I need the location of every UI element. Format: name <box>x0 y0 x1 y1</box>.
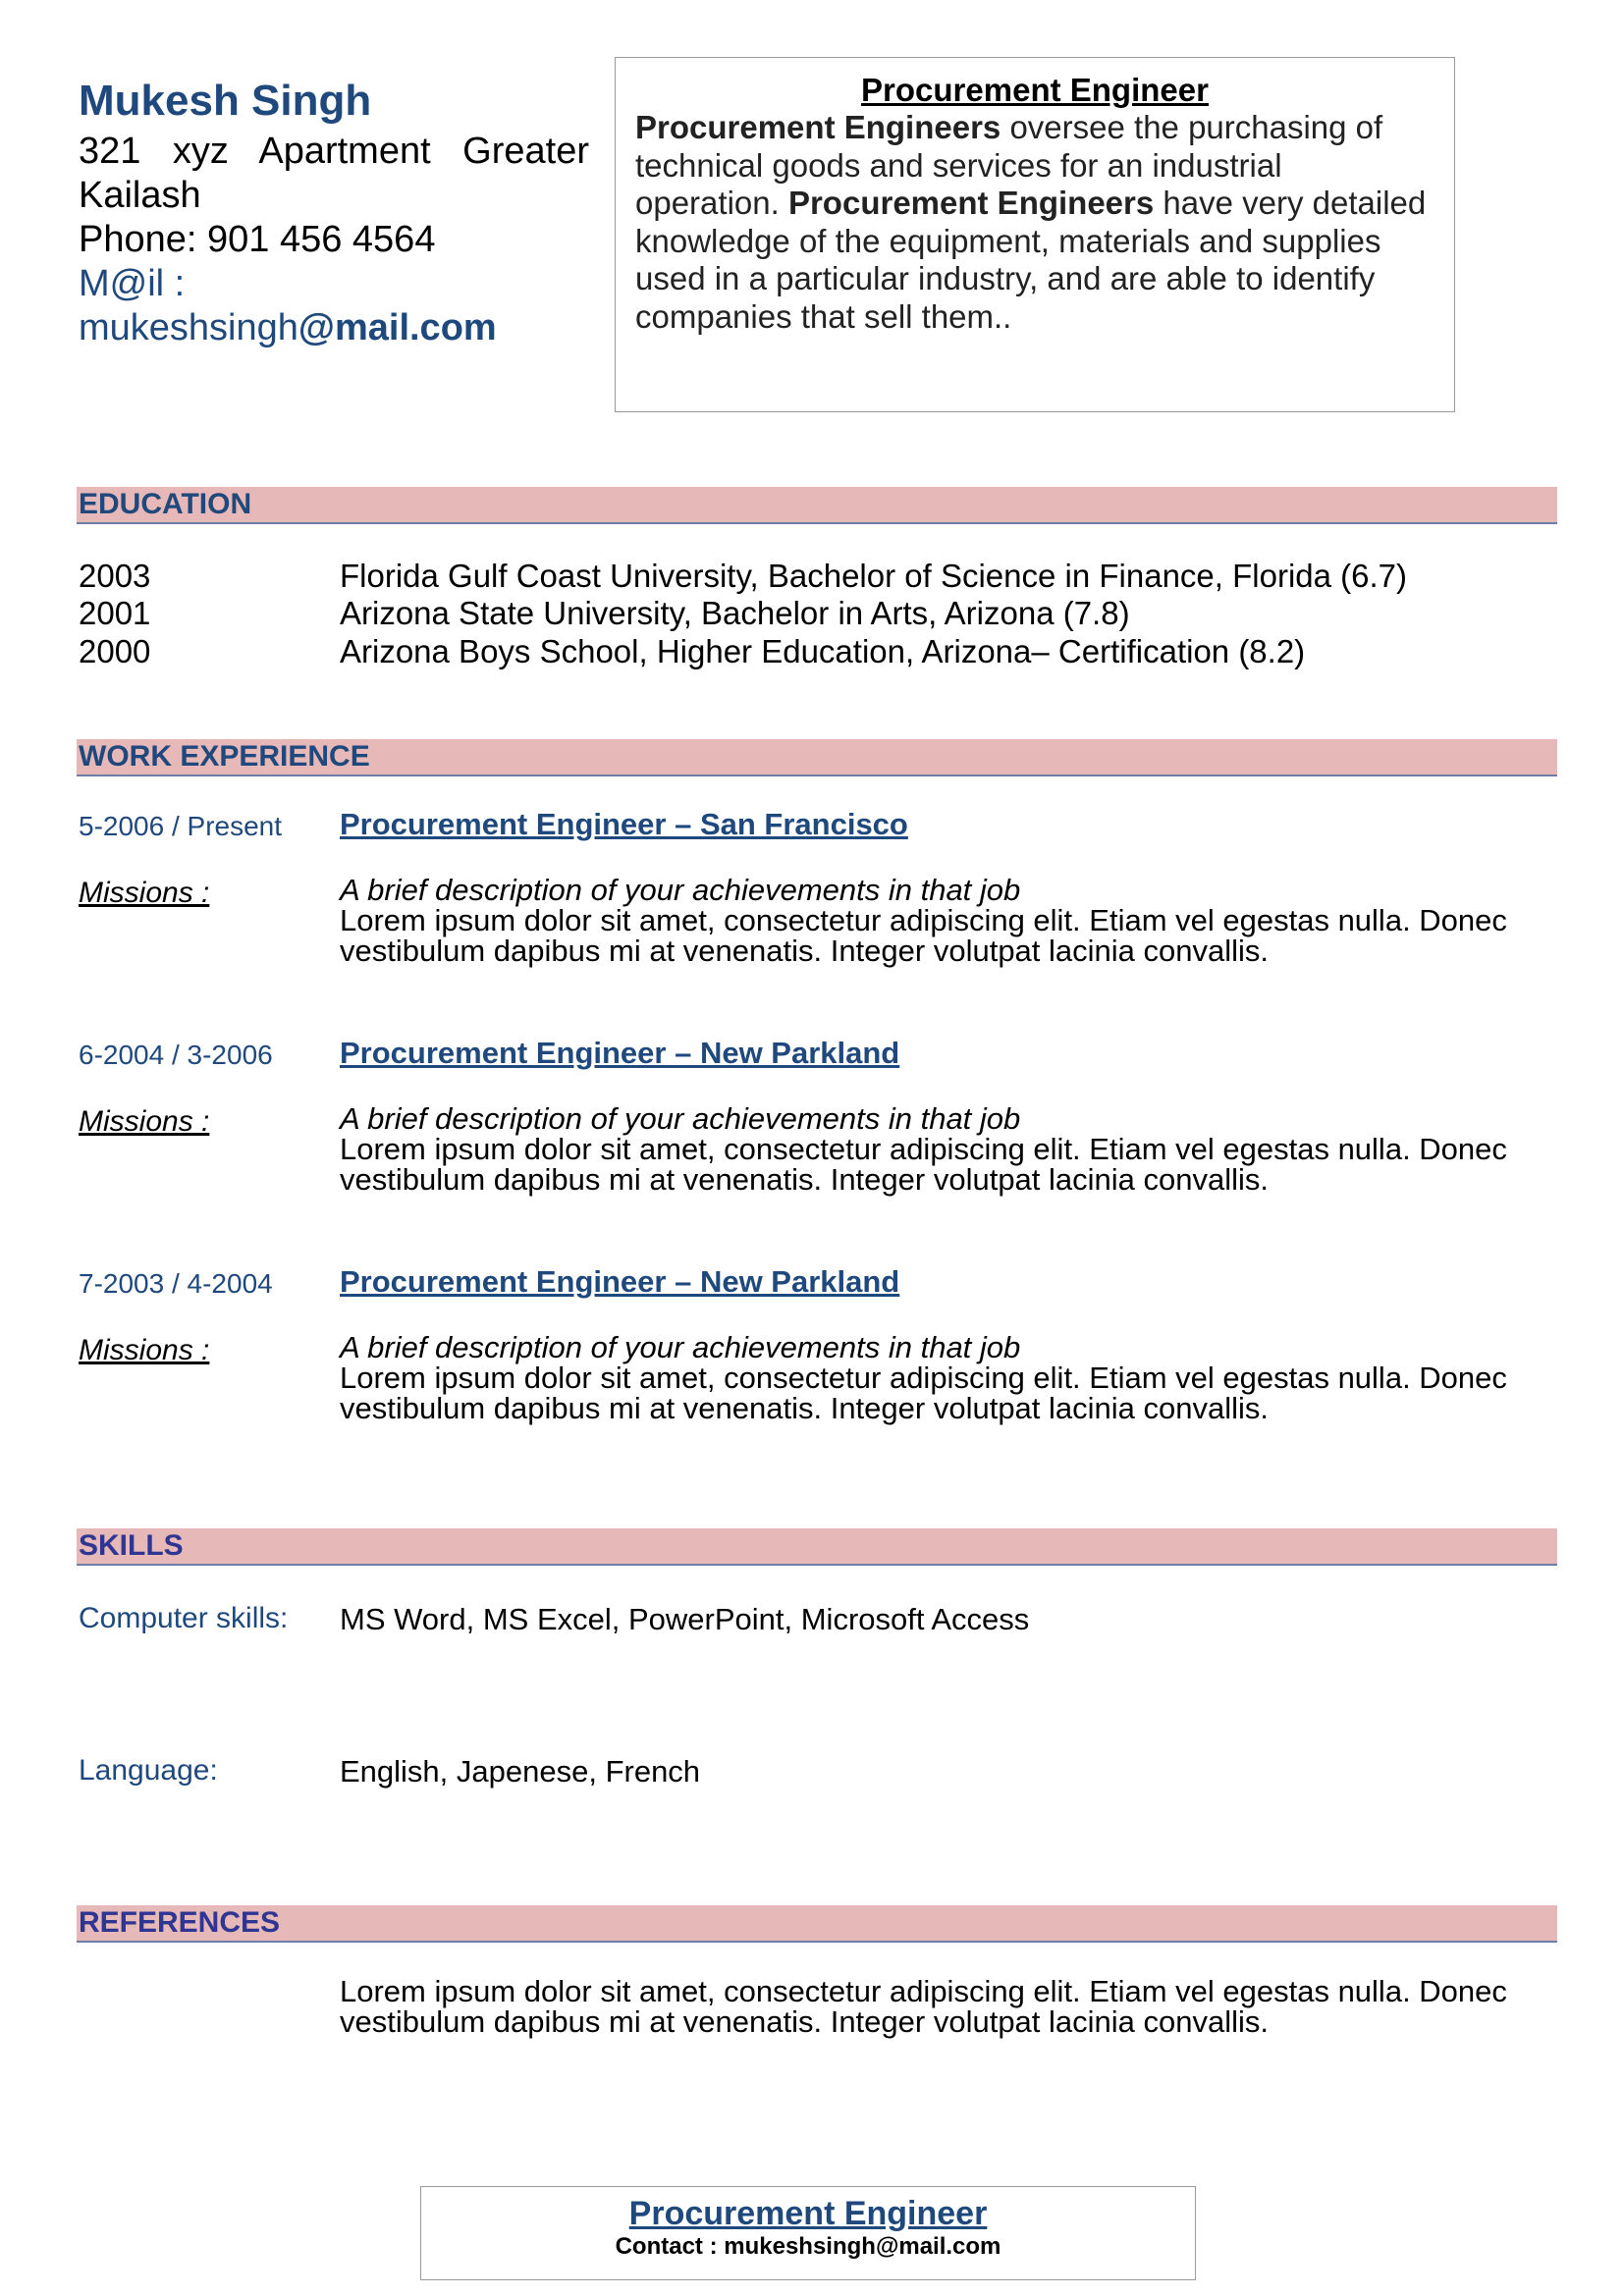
computer-skills-label: Computer skills: <box>79 1602 289 1634</box>
summary-text-2: have very detailed knowledge of the equipment, materials and supplies used in a particular industry, and are able to identify companies that sell them.. <box>635 185 1427 335</box>
summary-text-1: oversee the purchasing of technical goods and services for an industrial operation. <box>635 109 1383 221</box>
job-lead: A brief description of your achievements in that job <box>340 1330 1021 1364</box>
education-text: Florida Gulf Coast University, Bachelor of Science in Finance, Florida (6.7) <box>340 558 1408 594</box>
job-title-link[interactable]: Procurement Engineer – San Francisco <box>340 807 908 841</box>
section-title: WORK EXPERIENCE <box>79 740 370 773</box>
job-lead: A brief description of your achievements in that job <box>340 1101 1021 1136</box>
missions-label: Missions : <box>79 1334 210 1366</box>
summary-text <box>635 109 1434 336</box>
section-header-skills <box>77 1528 1557 1566</box>
section-header-education <box>77 487 1557 524</box>
education-text: Arizona State University, Bachelor in Arts, Arizona (7.8) <box>340 595 1130 631</box>
job-description <box>340 1332 1577 1423</box>
job-date: 7-2003 / 4-2004 <box>79 1268 273 1299</box>
section-title: REFERENCES <box>79 1906 281 1939</box>
job-desc-text: Lorem ipsum dolor sit amet, consectetur adipiscing elit. Etiam vel egestas nulla. Donec vestibulum dapibus mi at venenatis. Integer volutpat lacinia convallis. <box>340 903 1507 968</box>
job-title-link[interactable]: Procurement Engineer – New Parkland <box>340 1036 900 1070</box>
job-lead: A brief description of your achievements in that job <box>340 873 1021 907</box>
education-text: Arizona Boys School, Higher Education, Arizona– Certification (8.2) <box>340 633 1306 669</box>
mail-label: M@il : <box>79 263 186 304</box>
summary-box <box>615 57 1455 412</box>
job-description <box>340 1103 1577 1195</box>
job-date: 6-2004 / 3-2006 <box>79 1040 273 1070</box>
language-value: English, Japenese, French <box>340 1754 701 1789</box>
computer-skills-value: MS Word, MS Excel, PowerPoint, Microsoft Access <box>340 1602 1030 1636</box>
summary-bold-1: Procurement Engineers <box>635 109 1001 145</box>
section-title: EDUCATION <box>79 488 252 520</box>
email-user: mukeshsingh <box>79 307 298 348</box>
section-header-references <box>77 1905 1557 1943</box>
address-line-1: 321 xyz Apartment Greater <box>79 131 589 172</box>
job-date: 5-2006 / Present <box>79 811 283 841</box>
job-title-link[interactable]: Procurement Engineer – New Parkland <box>340 1264 900 1299</box>
section-header-work-experience <box>77 739 1557 776</box>
footer-box <box>420 2186 1196 2280</box>
candidate-name: Mukesh Singh <box>79 77 372 125</box>
section-title: SKILLS <box>79 1529 184 1562</box>
missions-label: Missions : <box>79 877 210 909</box>
address-line-2: Kailash <box>79 175 201 216</box>
footer-contact: Contact : mukeshsingh@mail.com <box>615 2233 1001 2260</box>
language-label: Language: <box>79 1754 218 1787</box>
email-address[interactable] <box>79 306 497 349</box>
footer-title[interactable]: Procurement Engineer <box>628 2195 988 2232</box>
job-desc-text: Lorem ipsum dolor sit amet, consectetur adipiscing elit. Etiam vel egestas nulla. Donec vestibulum dapibus mi at venenatis. Integer volutpat lacinia convallis. <box>340 1132 1507 1197</box>
job-description <box>340 875 1577 966</box>
summary-bold-2: Procurement Engineers <box>787 185 1155 221</box>
references-text: Lorem ipsum dolor sit amet, consectetur adipiscing elit. Etiam vel egestas nulla. Donec vestibulum dapibus mi at venenatis. Integer volutpat lacinia convallis. <box>340 1974 1507 2039</box>
phone-number: Phone: 901 456 4564 <box>79 219 436 260</box>
education-year: 2000 <box>79 633 151 669</box>
email-domain: @mail.com <box>298 307 497 348</box>
education-year: 2003 <box>79 558 151 594</box>
job-desc-text: Lorem ipsum dolor sit amet, consectetur adipiscing elit. Etiam vel egestas nulla. Donec vestibulum dapibus mi at venenatis. Integer volutpat lacinia convallis. <box>340 1361 1507 1425</box>
summary-title: Procurement Engineer <box>861 72 1209 108</box>
missions-label: Missions : <box>79 1105 210 1138</box>
education-year: 2001 <box>79 595 151 631</box>
